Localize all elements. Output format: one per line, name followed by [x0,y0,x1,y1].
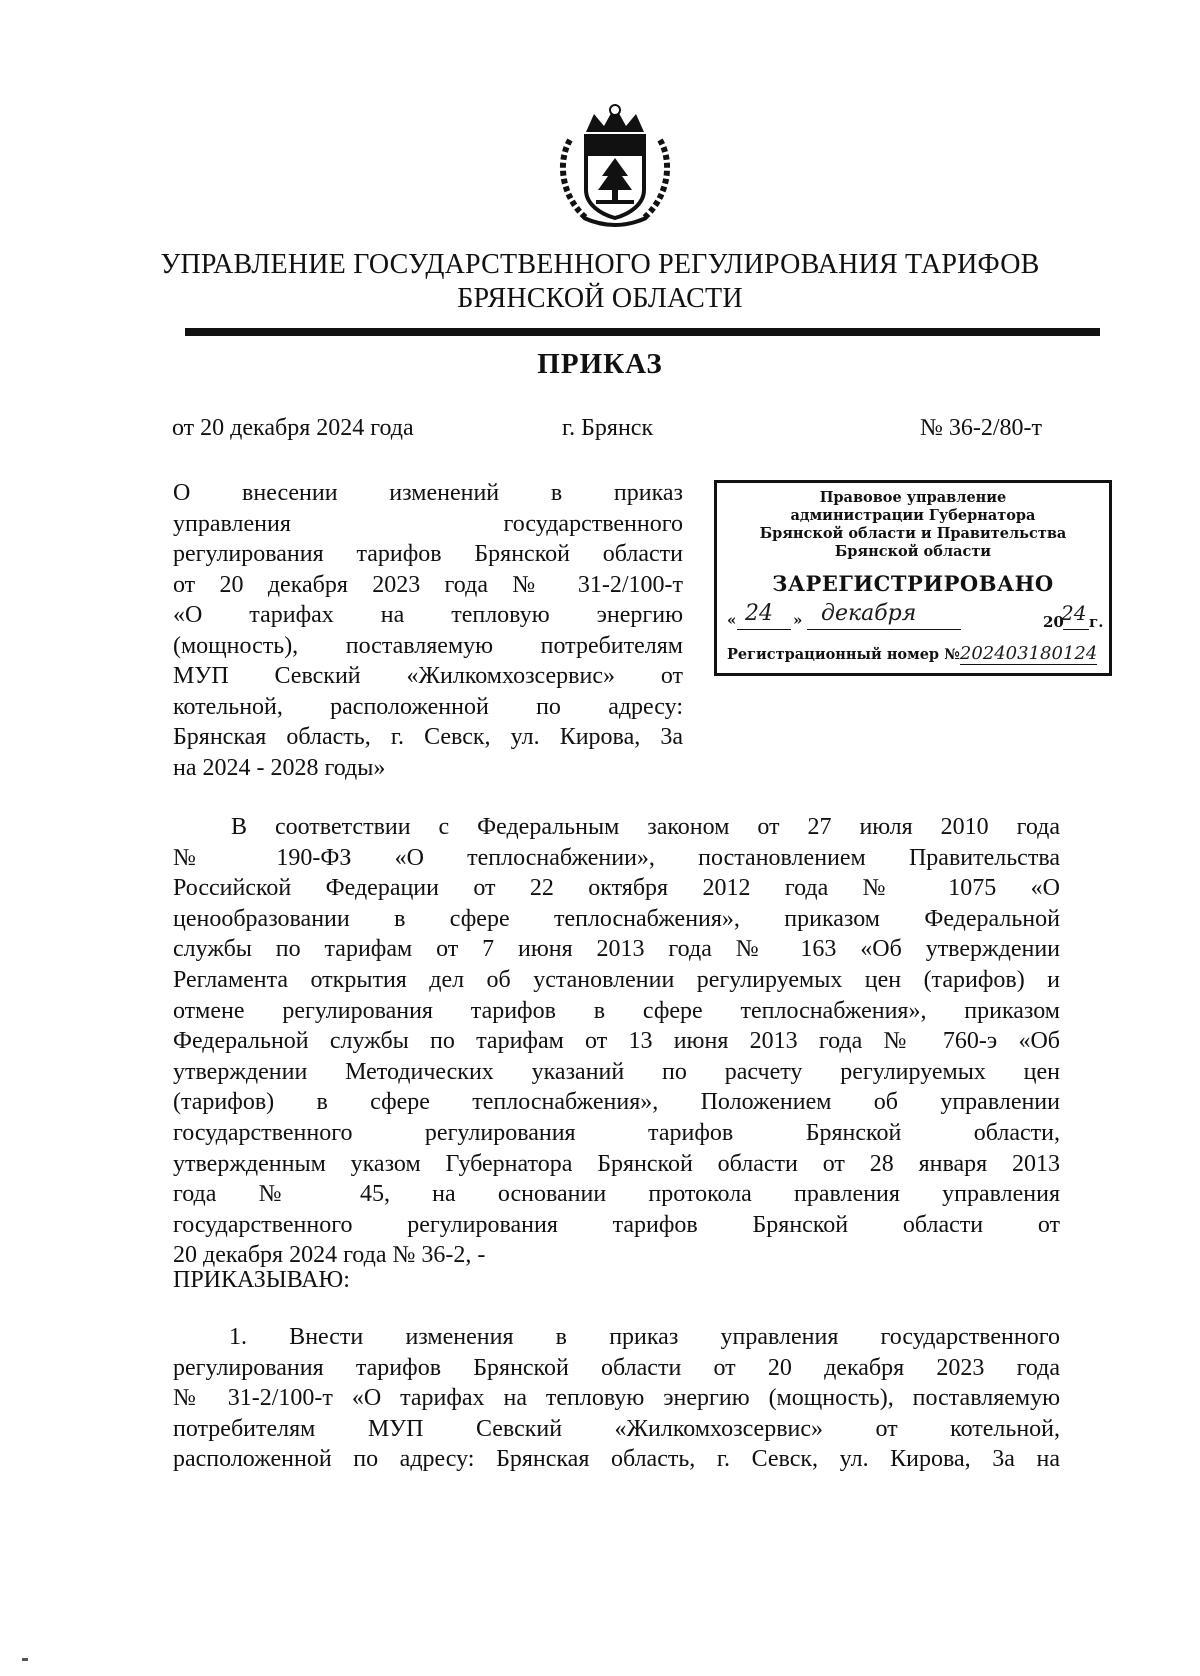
stamp-year-prefix: 20 [1043,613,1064,631]
organization-name-line2: БРЯНСКОЙ ОБЛАСТИ [457,283,743,314]
document-city: г. Брянск [562,415,654,441]
stamp-regnum-label: Регистрационный номер № [727,646,960,663]
body-line: ценообразовании в сфере теплоснабжения», приказом Федеральной [173,905,1060,932]
body-line: № 190-ФЗ «О теплоснабжении», постановлением Правительства [173,844,1060,871]
document-subject [173,478,683,783]
stamp-registered: ЗАРЕГИСТРИРОВАНО [772,571,1054,596]
subject-line: Брянская область, г. Севск, ул. Кирова, 3а [173,724,683,750]
body-line: В соответствии с Федеральным законом от 27 июля 2010 года [231,814,1060,840]
subject-line: котельной, расположенной по адресу: [173,693,683,720]
subject-line: О внесении изменений в приказ [173,480,683,506]
stamp-line: Брянской области и Правительства [759,525,1067,542]
stamp-date: « 24 » декабря 20 24 г. [727,601,1104,631]
stamp-month: декабря [821,601,917,626]
stamp-line: Правовое управление [819,489,1007,506]
document-date: от 20 декабря 2024 года [172,415,414,441]
subject-line: управления государственного [173,510,683,537]
body-line: Российской Федерации от 22 октября 2012 года № 1075 «О [173,875,1060,902]
coat-of-arms-icon [556,100,674,230]
scan-artifact [22,1658,28,1661]
stamp-line: Брянской области [834,543,992,560]
body-line: утверждении Методических указаний по расчету регулируемых цен [173,1058,1060,1085]
organization-name-line1: УПРАВЛЕНИЕ ГОСУДАРСТВЕННОГО РЕГУЛИРОВАНИЯ ТАРИФОВ [160,249,1040,280]
subject-line: (мощность), поставляемую потребителям [173,632,683,659]
document-title: ПРИКАЗ [537,348,663,380]
subject-line: от 20 декабря 2023 года № 31-2/100-т [173,571,683,598]
registration-stamp [714,480,1112,676]
body-line: службы по тарифам от 7 июня 2013 года № 163 «Об утверждении [173,936,1060,963]
subject-line: на 2024 - 2028 годы» [173,754,386,781]
stamp-day: 24 [745,601,773,626]
body-line: Федеральной службы по тарифам от 13 июня 2013 года № 760-э «Об [173,1028,1060,1055]
body-line: регулирования тарифов Брянской области от 20 декабря 2023 года [173,1354,1060,1381]
body-line: отмене регулирования тарифов в сфере теплоснабжения», приказом [173,997,1060,1024]
body-line: Регламента открытия дел об установлении регулируемых цен (тарифов) и [173,966,1060,993]
stamp-regnum [727,643,1097,664]
stamp-year-suffix: г. [1089,613,1104,631]
body-line: № 31-2/100-т «О тарифах на тепловую энергию (мощность), поставляемую [173,1385,1060,1412]
body-line: потребителям МУП Севский «Жилкомхозсервис» от котельной, [173,1415,1060,1442]
body-line: года № 45, на основании протокола правления управления [173,1181,1060,1208]
document-number: № 36-2/80-т [920,415,1043,441]
subject-line: МУП Севский «Жилкомхозсервис» от [173,663,683,689]
body-line: расположенной по адресу: Брянская область, г. Севск, ул. Кирова, 3а на [173,1446,1060,1473]
body-line: (тарифов) в сфере теплоснабжения», Положением об управлении [173,1089,1060,1116]
body-line: 1. Внести изменения в приказ управления государственного [229,1324,1060,1350]
stamp-regnum-value: 202403180124 [959,643,1098,664]
body-line: государственного регулирования тарифов Брянской области, [173,1119,1060,1146]
body-line: 20 декабря 2024 года № 36-2, - [173,1242,486,1269]
orders-heading: ПРИКАЗЫВАЮ: [173,1267,350,1293]
subject-line: «О тарифах на тепловую энергию [173,602,683,628]
stamp-line: администрации Губернатора [790,507,1036,524]
clause-1-paragraph [173,1322,1060,1475]
header-divider [185,328,1100,336]
stamp-year: 24 [1061,601,1087,625]
body-line: утвержденным указом Губернатора Брянской области от 28 января 2013 [173,1150,1060,1177]
body-line: государственного регулирования тарифов Брянской области от [173,1211,1060,1238]
preamble-paragraph [173,812,1060,1271]
subject-line: регулирования тарифов Брянской области [173,541,683,567]
